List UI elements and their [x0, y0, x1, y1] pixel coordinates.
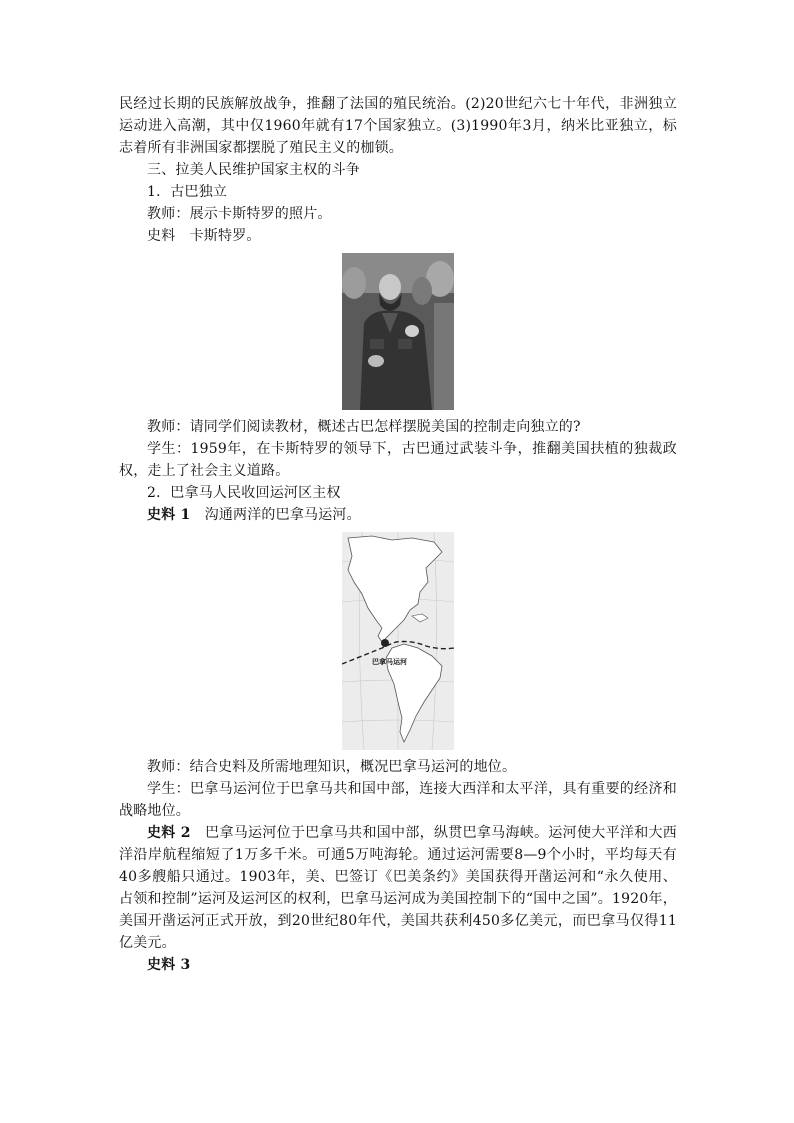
source1-text: 沟通两洋的巴拿马运河。: [190, 507, 361, 523]
map-label-panama-canal: 巴拿马运河: [372, 658, 407, 666]
subheading-cuba-independence: 1．古巴独立: [147, 184, 228, 200]
paragraph-source1: [119, 504, 677, 526]
document-body: [119, 93, 677, 976]
paragraph-source3-label: 史料 3: [147, 957, 191, 973]
paragraph-source2: [119, 822, 677, 954]
source1-label: 史料 1: [147, 507, 191, 523]
paragraph-africa-independence: 民经过长期的民族解放战争，推翻了法国的殖民统治。(2)20世纪六七十年代，非洲独立运动进入高潮，其中仅1960年就有17个国家独立。(3)1990年3月，纳米比亚独立，标志着所有非洲国家都摆脱了殖民主义的枷锁。: [119, 96, 677, 156]
paragraph-student-answer-cuba: 学生：1959年，在卡斯特罗的领导下，古巴通过武装斗争，推翻美国扶植的独裁政权，走上了社会主义道路。: [119, 441, 677, 479]
section-heading-latin-america: 三、拉美人民维护国家主权的斗争: [147, 162, 360, 178]
source2-label: 史料 2: [147, 825, 191, 841]
panama-map-figure: [119, 532, 677, 750]
paragraph-teacher-question-cuba: 教师：请同学们阅读教材，概述古巴怎样摆脱美国的控制走向独立的?: [147, 419, 581, 435]
paragraph-teacher-castro-photo: 教师：展示卡斯特罗的照片。: [147, 206, 332, 222]
paragraph-student-canal-answer: 学生：巴拿马运河位于巴拿马共和国中部，连接大西洋和太平洋，具有重要的经济和战略地位。: [119, 781, 677, 819]
americas-map: [342, 532, 454, 750]
subheading-panama-canal: 2．巴拿马人民收回运河区主权: [147, 485, 341, 501]
source2-text: 巴拿马运河位于巴拿马共和国中部，纵贯巴拿马海峡。运河使大平洋和大西洋沿岸航程缩短了1万多千米。可通5万吨海轮。通过运河需要8—9个小时，平均每天有40多艘船只通过。1903年，美、巴签订《巴美条约》美国获得开凿运河和“永久使用、占领和控制”运河及运河区的权利，巴拿马运河成为美国控制下的“国中之国”。1920年，美国开凿运河正式开放，到20世纪80年代，美国共获利450多亿美元，而巴拿马仅得11亿美元。: [119, 825, 677, 951]
paragraph-source-castro: 史料 卡斯特罗。: [147, 228, 261, 244]
castro-photo: [342, 253, 454, 410]
paragraph-teacher-canal-question: 教师：结合史料及所需地理知识，概况巴拿马运河的地位。: [147, 759, 517, 775]
castro-photo-figure: [119, 253, 677, 410]
